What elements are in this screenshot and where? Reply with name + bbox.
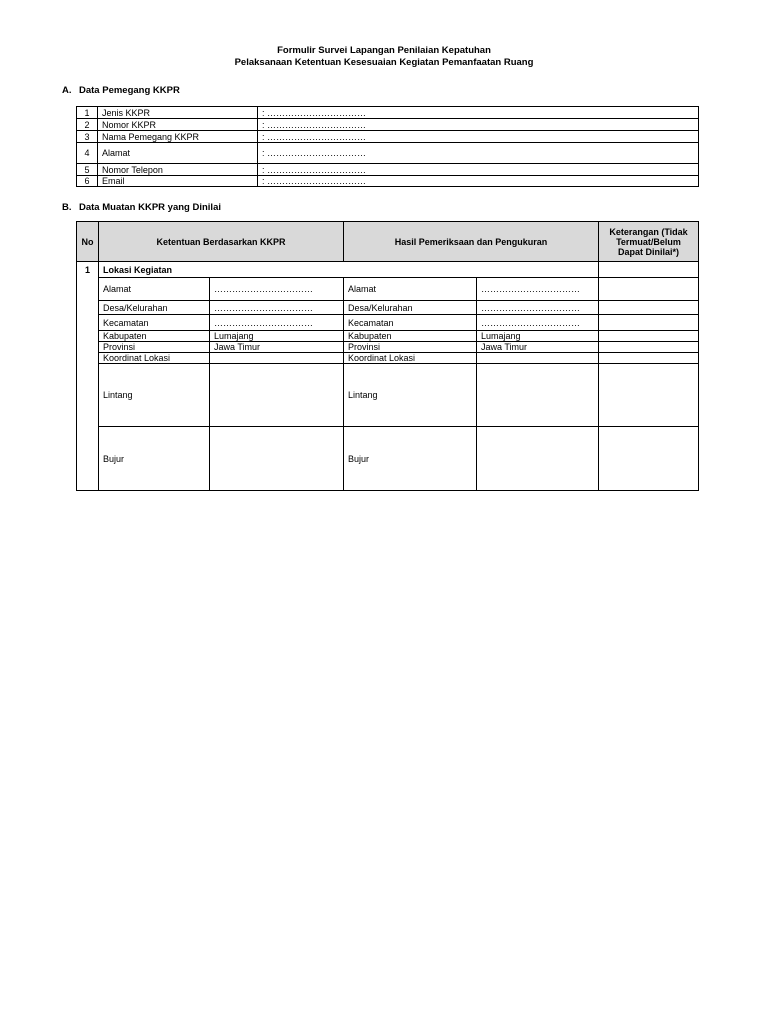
hasil-label: Alamat xyxy=(344,278,477,301)
header-no: No xyxy=(77,222,99,262)
row-value-field[interactable]: : …………………………… xyxy=(258,131,699,143)
hasil-label: Kabupaten xyxy=(344,331,477,342)
no-cell xyxy=(77,427,99,491)
hasil-value[interactable]: …………………………… xyxy=(477,278,599,301)
header-hasil: Hasil Pemeriksaan dan Pengukuran xyxy=(344,222,599,262)
muatan-kkpr-table xyxy=(76,221,699,491)
section-b-heading xyxy=(62,202,221,213)
table-header-row xyxy=(77,222,699,262)
group-title: Lokasi Kegiatan xyxy=(99,262,599,278)
table-row xyxy=(77,353,699,364)
row-value-field[interactable]: : …………………………… xyxy=(258,176,699,187)
section-b-title: Data Muatan KKPR yang Dinilai xyxy=(79,202,221,213)
keterangan-cell[interactable] xyxy=(599,331,699,342)
section-a-title: Data Pemegang KKPR xyxy=(79,85,180,96)
ketentuan-value[interactable] xyxy=(210,353,344,364)
table-row xyxy=(77,107,699,119)
table-row xyxy=(77,331,699,342)
ketentuan-label: Alamat xyxy=(99,278,210,301)
table-row xyxy=(77,364,699,427)
row-label: Nama Pemegang KKPR xyxy=(98,131,258,143)
ketentuan-value[interactable] xyxy=(210,364,344,427)
keterangan-cell[interactable] xyxy=(599,301,699,315)
ketentuan-value[interactable]: …………………………… xyxy=(210,301,344,315)
keterangan-cell[interactable] xyxy=(599,278,699,301)
hasil-value[interactable] xyxy=(477,427,599,491)
row-label: Email xyxy=(98,176,258,187)
row-value-field[interactable]: : …………………………… xyxy=(258,143,699,164)
keterangan-cell[interactable] xyxy=(599,342,699,353)
keterangan-cell[interactable] xyxy=(599,315,699,331)
hasil-value[interactable] xyxy=(477,353,599,364)
header-keterangan: Keterangan (Tidak Termuat/Belum Dapat Dinilai*) xyxy=(599,222,699,262)
ketentuan-label: Lintang xyxy=(99,364,210,427)
row-label: Alamat xyxy=(98,143,258,164)
ketentuan-label: Kabupaten xyxy=(99,331,210,342)
no-cell xyxy=(77,331,99,342)
table-row xyxy=(77,176,699,187)
table-row xyxy=(77,301,699,315)
hasil-label: Desa/Kelurahan xyxy=(344,301,477,315)
ketentuan-value[interactable] xyxy=(210,427,344,491)
table-row xyxy=(77,119,699,131)
form-title-line2: Pelaksanaan Ketentuan Kesesuaian Kegiatan Pemanfaatan Ruang xyxy=(234,57,534,68)
section-b-letter: B. xyxy=(62,202,72,213)
hasil-label: Kecamatan xyxy=(344,315,477,331)
row-label: Nomor KKPR xyxy=(98,119,258,131)
hasil-label: Bujur xyxy=(344,427,477,491)
keterangan-cell[interactable] xyxy=(599,353,699,364)
no-cell xyxy=(77,278,99,301)
row-number: 1 xyxy=(77,107,98,119)
no-cell xyxy=(77,353,99,364)
ketentuan-label: Desa/Kelurahan xyxy=(99,301,210,315)
section-a-heading xyxy=(62,85,180,96)
hasil-value[interactable] xyxy=(477,364,599,427)
no-cell xyxy=(77,364,99,427)
ketentuan-value[interactable]: …………………………… xyxy=(210,315,344,331)
pemegang-kkpr-table xyxy=(76,106,699,187)
keterangan-cell[interactable] xyxy=(599,262,699,278)
row-number: 5 xyxy=(77,164,98,176)
table-row xyxy=(77,164,699,176)
ketentuan-label: Kecamatan xyxy=(99,315,210,331)
ketentuan-label: Koordinat Lokasi xyxy=(99,353,210,364)
ketentuan-label: Bujur xyxy=(99,427,210,491)
form-title-line1: Formulir Survei Lapangan Penilaian Kepatuhan xyxy=(277,45,491,56)
row-value-field[interactable]: : …………………………… xyxy=(258,119,699,131)
hasil-label: Koordinat Lokasi xyxy=(344,353,477,364)
hasil-label: Lintang xyxy=(344,364,477,427)
hasil-value[interactable]: Lumajang xyxy=(477,331,599,342)
table-row xyxy=(77,278,699,301)
no-cell xyxy=(77,342,99,353)
ketentuan-value[interactable]: Jawa Timur xyxy=(210,342,344,353)
section-a-letter: A. xyxy=(62,85,72,96)
row-value-field[interactable]: : …………………………… xyxy=(258,107,699,119)
keterangan-cell[interactable] xyxy=(599,364,699,427)
row-number: 6 xyxy=(77,176,98,187)
group-number: 1 xyxy=(77,262,99,278)
table-row xyxy=(77,315,699,331)
hasil-value[interactable]: …………………………… xyxy=(477,315,599,331)
ketentuan-value[interactable]: …………………………… xyxy=(210,278,344,301)
row-number: 4 xyxy=(77,143,98,164)
table-row xyxy=(77,342,699,353)
row-number: 3 xyxy=(77,131,98,143)
hasil-value[interactable]: …………………………… xyxy=(477,301,599,315)
row-number: 2 xyxy=(77,119,98,131)
group-row xyxy=(77,262,699,278)
row-label: Nomor Telepon xyxy=(98,164,258,176)
keterangan-cell[interactable] xyxy=(599,427,699,491)
header-ketentuan: Ketentuan Berdasarkan KKPR xyxy=(99,222,344,262)
row-label: Jenis KKPR xyxy=(98,107,258,119)
table-row xyxy=(77,131,699,143)
row-value-field[interactable]: : …………………………… xyxy=(258,164,699,176)
table-row xyxy=(77,143,699,164)
hasil-label: Provinsi xyxy=(344,342,477,353)
no-cell xyxy=(77,315,99,331)
ketentuan-label: Provinsi xyxy=(99,342,210,353)
ketentuan-value[interactable]: Lumajang xyxy=(210,331,344,342)
table-row xyxy=(77,427,699,491)
no-cell xyxy=(77,301,99,315)
hasil-value[interactable]: Jawa Timur xyxy=(477,342,599,353)
